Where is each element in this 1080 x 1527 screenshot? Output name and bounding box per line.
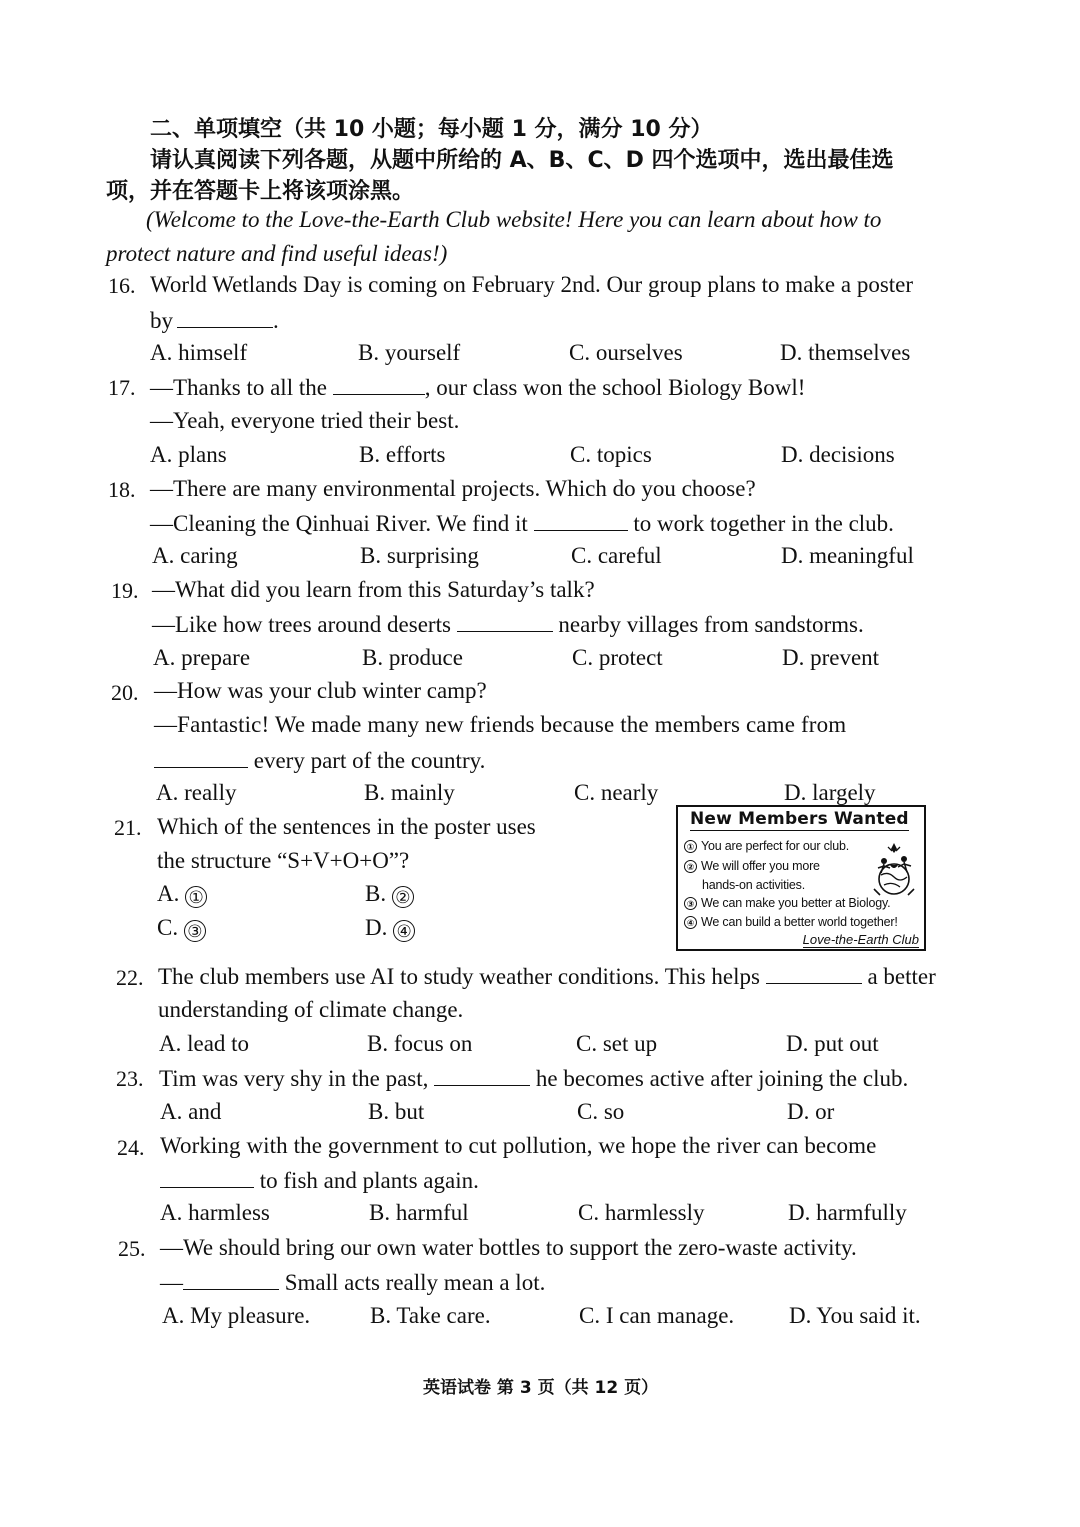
question-text: Which of the sentences in the poster uses [157, 814, 536, 839]
question-text: —Yeah, everyone tried their best. [150, 408, 460, 433]
option-d: D. largely [784, 780, 876, 805]
page-footer: 英语试卷 第 3 页（共 12 页） [423, 1378, 659, 1398]
option-b: B. focus on [367, 1031, 473, 1056]
option-c: C. ③ [157, 915, 206, 942]
question-text: —There are many environmental projects. Which do you choose? [150, 476, 756, 501]
option-b: B. Take care. [370, 1303, 491, 1328]
intro-line-2: protect nature and find useful ideas!) [106, 241, 448, 266]
answer-blank [534, 510, 628, 531]
option-c: C. so [577, 1099, 625, 1124]
question-text: —Fantastic! We made many new friends because the members came from [154, 712, 847, 737]
question-text: —Like how trees around deserts nearby villages from sandstorms. [152, 612, 864, 637]
question-number: 20. [111, 680, 139, 705]
option-c: C. harmlessly [578, 1200, 705, 1225]
answer-blank [160, 1167, 254, 1188]
poster-line-2b: hands-on activities. [702, 878, 806, 892]
poster-line-1: ① You are perfect for our club. [684, 839, 849, 853]
answer-blank [183, 1269, 279, 1290]
section-title: 二、单项填空（共 10 小题；每小题 1 分，满分 10 分） [150, 117, 713, 142]
question-number: 23. [116, 1066, 144, 1091]
option-a: A. himself [150, 340, 248, 365]
option-a: A. plans [150, 442, 227, 467]
question-text: —What did you learn from this Saturday’s talk? [152, 577, 595, 602]
option-b: B. mainly [364, 780, 455, 805]
question-number: 25. [118, 1236, 146, 1261]
option-c: C. careful [571, 543, 662, 568]
option-a: A. lead to [159, 1031, 250, 1056]
option-d: D. You said it. [789, 1303, 921, 1328]
answer-blank [177, 307, 273, 328]
question-number: 21. [114, 815, 142, 840]
question-text: every part of the country. [154, 747, 485, 774]
question-text: Working with the government to cut pollution, we hope the river can become [160, 1133, 877, 1158]
option-a: A. prepare [153, 645, 251, 670]
question-number: 17. [108, 375, 136, 400]
option-b: B. harmful [369, 1200, 469, 1225]
option-b: B. ② [365, 881, 414, 908]
question-text: —Cleaning the Qinhuai River. We find it to work together in the club. [150, 511, 894, 536]
poster-line-3: ③ We can make you better at Biology. [684, 896, 890, 910]
option-d: D. harmfully [788, 1200, 907, 1225]
option-a: A. harmless [160, 1200, 270, 1225]
option-d: D. put out [786, 1031, 879, 1056]
question-number: 19. [111, 578, 139, 603]
option-c: C. protect [572, 645, 663, 670]
poster-line-4: ④ We can build a better world together! [684, 915, 898, 929]
question-text: the structure “S+V+O+O”? [157, 848, 410, 873]
question-number: 18. [108, 477, 136, 502]
question-text: — Small acts really mean a lot. [160, 1270, 546, 1295]
question-text: Tim was very shy in the past, he becomes active after joining the club. [159, 1066, 909, 1091]
option-a: A. My pleasure. [162, 1303, 311, 1328]
question-text: —We should bring our own water bottles to support the zero-waste activity. [160, 1235, 857, 1260]
answer-blank [434, 1065, 530, 1086]
answer-blank [333, 374, 425, 395]
answer-blank [457, 611, 553, 632]
answer-blank [766, 963, 862, 984]
question-text: —How was your club winter camp? [154, 678, 487, 703]
option-d: D. themselves [780, 340, 911, 365]
section-instruction-2: 项，并在答题卡上将该项涂黑。 [106, 179, 415, 204]
option-c: C. set up [576, 1031, 658, 1056]
option-a: A. ① [157, 881, 207, 908]
answer-blank [154, 747, 248, 768]
option-c: C. ourselves [569, 340, 683, 365]
option-b: B. but [368, 1099, 425, 1124]
option-c: C. topics [570, 442, 652, 467]
question-text: understanding of climate change. [158, 997, 464, 1022]
option-b: B. surprising [360, 543, 479, 568]
option-b: B. efforts [359, 442, 446, 467]
option-d: D. prevent [782, 645, 880, 670]
question-number: 22. [116, 965, 144, 990]
section-instruction-1: 请认真阅读下列各题，从题中所给的 A、B、C、D 四个选项中，选出最佳选 [150, 148, 894, 173]
option-b: B. yourself [358, 340, 461, 365]
question-text: by . [150, 308, 279, 333]
poster-club-name: Love-the-Earth Club [802, 932, 919, 947]
option-c: C. nearly [574, 780, 659, 805]
poster [676, 805, 926, 951]
globe-with-people-icon [870, 841, 918, 899]
intro-line-1: (Welcome to the Love-the-Earth Club website! Here you can learn about how to [146, 207, 882, 232]
poster-line-2: ② We will offer you more [684, 859, 820, 873]
question-text: to fish and plants again. [160, 1167, 479, 1194]
question-number: 16. [108, 273, 136, 298]
option-c: C. I can manage. [579, 1303, 735, 1328]
question-text: —Thanks to all the , our class won the school Biology Bowl! [150, 375, 806, 400]
option-d: D. meaningful [781, 543, 914, 568]
option-d: D. ④ [365, 915, 415, 942]
option-a: A. and [160, 1099, 222, 1124]
question-text: The club members use AI to study weather conditions. This helps a better [158, 964, 936, 989]
option-a: A. caring [152, 543, 238, 568]
option-d: D. decisions [781, 442, 895, 467]
option-b: B. produce [362, 645, 463, 670]
poster-title: New Members Wanted [690, 809, 909, 829]
question-number: 24. [117, 1135, 145, 1160]
option-d: D. or [787, 1099, 835, 1124]
question-text: World Wetlands Day is coming on February 2nd. Our group plans to make a poster [150, 272, 914, 297]
option-a: A. really [156, 780, 237, 805]
